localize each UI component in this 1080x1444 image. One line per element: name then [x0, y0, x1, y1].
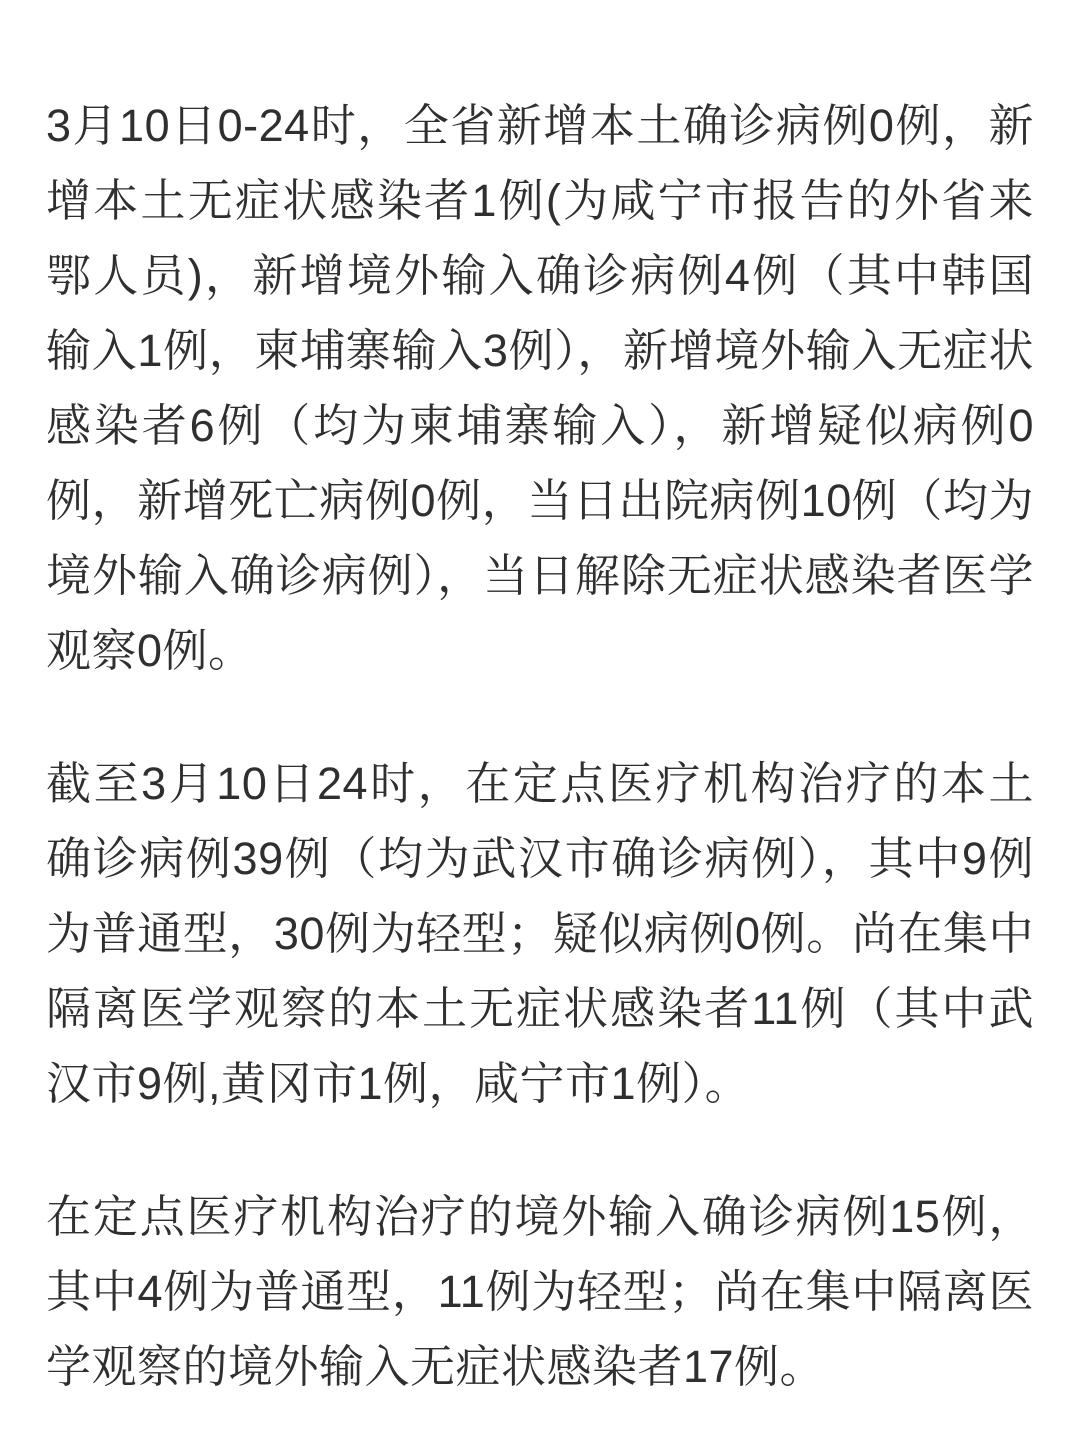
paragraph-local-cases-summary: 截至3月10日24时，在定点医疗机构治疗的本土确诊病例39例（均为武汉市确诊病例），其中9例为普通型，30例为轻型；疑似病例0例。尚在集中隔离医学观察的本土无症状感染者11例（其中武汉市9例,黄冈市1例，咸宁市1例）。	[46, 758, 1034, 1109]
paragraph-imported-cases-summary: 在定点医疗机构治疗的境外输入确诊病例15例，其中4例为普通型，11例为轻型；尚在集中隔离医学观察的境外输入无症状感染者17例。	[46, 1191, 1034, 1392]
report-body	[46, 88, 1034, 1404]
paragraph-daily-new-cases: 3月10日0-24时，全省新增本土确诊病例0例，新增本土无症状感染者1例(为咸宁市报告的外省来鄂人员)，新增境外输入确诊病例4例（其中韩国输入1例，柬埔寨输入3例），新增境外输入无症状感染者6例（均为柬埔寨输入），新增疑似病例0例，新增死亡病例0例，当日出院病例10例（均为境外输入确诊病例），当日解除无症状感染者医学观察0例。	[46, 100, 1034, 676]
